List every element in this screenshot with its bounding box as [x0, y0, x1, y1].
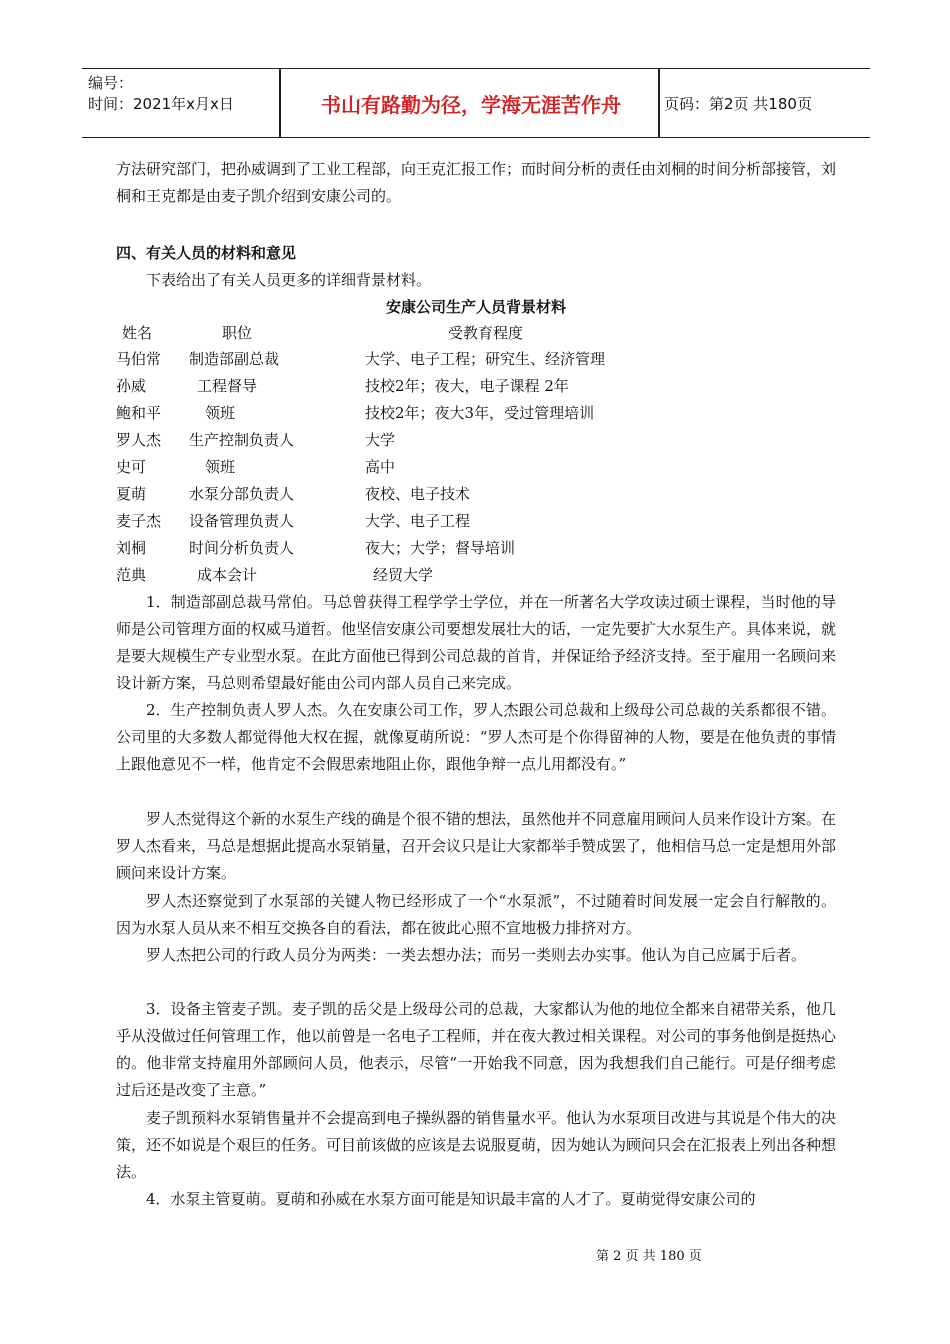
- section-heading: 四、有关人员的材料和意见: [116, 244, 297, 262]
- cell-position: 工程督导: [197, 377, 258, 395]
- cell-name: 夏萌: [116, 485, 147, 503]
- cell-education: 技校2年；夜大，电子课程 2年: [365, 377, 569, 395]
- body-paragraph: 罗人杰把公司的行政人员分为两类：一类去想办法；而另一类则去办实事。他认为自己应属于后者。: [146, 946, 807, 964]
- body-paragraph: 1．制造部副总裁马常伯。马总曾获得工程学学士学位，并在一所著名大学攻读过硕士课程，当时他的导师是公司管理方面的权威马道哲。他坚信安康公司要想发展壮大的话，一定先要扩大水泵生产。具体来说，就是要大规模生产专业型水泵。在此方面他已得到公司总裁的首肯，并保证给予经济支持。至于雇用一名顾问来设计新方案，马总则希望最好能由公司内部人员自己来完成。: [116, 593, 837, 692]
- intro-paragraph: 方法研究部门，把孙威调到了工业工程部，向王克汇报工作；而时间分析的责任由刘桐的时间分析部接管，刘桐和王克都是由麦子凯介绍到安康公司的。: [116, 160, 837, 205]
- table-row: [0, 373, 950, 400]
- table-row: [0, 481, 950, 508]
- table-row: [0, 454, 950, 481]
- body-paragraph: 4．水泵主管夏萌。夏萌和孙威在水泵方面可能是知识最丰富的人才了。夏萌觉得安康公司的: [146, 1190, 756, 1208]
- body-paragraph: 麦子凯预料水泵销售量并不会提高到电子操纵器的销售量水平。他认为水泵项目改进与其说是个伟大的决策，还不如说是个艰巨的任务。可目前该做的应该是去说服夏萌，因为她认为顾问只会在汇报表上列出各种想法。: [116, 1109, 837, 1181]
- document-number-label: 编号：: [88, 74, 134, 92]
- cell-education: 夜校、电子技术: [365, 485, 471, 503]
- cell-position: 生产控制负责人: [189, 431, 295, 449]
- header-page-info: 页码：第2页 共180页: [664, 95, 812, 113]
- cell-name: 刘桐: [116, 539, 147, 557]
- cell-position: 水泵分部负责人: [189, 485, 295, 503]
- document-date: 时间：2021年x月x日: [88, 95, 234, 113]
- header-meta: [88, 73, 234, 115]
- cell-education: 技校2年；夜大3年，受过管理培训: [365, 404, 595, 422]
- cell-name: 罗人杰: [116, 431, 162, 449]
- page-header: [82, 68, 870, 138]
- cell-name: 史可: [116, 458, 147, 476]
- body-paragraph: 罗人杰觉得这个新的水泵生产线的确是个很不错的想法，虽然他并不同意雇用顾问人员来作设计方案。在罗人杰看来，马总是想据此提高水泵销量，召开会议只是让大家都举手赞成罢了，他相信马总一定是想用外部顾问来设计方案。: [116, 810, 837, 882]
- cell-education: 大学、电子工程: [365, 512, 471, 530]
- body-paragraph: 3．设备主管麦子凯。麦子凯的岳父是上级母公司的总裁，大家都认为他的地位全都来自裙带关系，他几乎从没做过任何管理工作，他以前曾是一名电子工程师，并在夜大教过相关课程。对公司的事务他倒是挺热心的。他非常支持雇用外部顾问人员，他表示，尽管“一开始我不同意，因为我想我们自己能行。可是仔细考虑过后还是改变了主意。”: [116, 1000, 837, 1099]
- cell-name: 鲍和平: [116, 404, 162, 422]
- cell-position: 成本会计: [197, 566, 258, 584]
- table-row: [0, 508, 950, 535]
- section-intro: 下表给出了有关人员更多的详细背景材料。: [146, 271, 432, 289]
- cell-education: 夜大；大学；督导培训: [365, 539, 516, 557]
- table-row: [0, 535, 950, 562]
- body-paragraph: 2．生产控制负责人罗人杰。久在安康公司工作，罗人杰跟公司总裁和上级母公司总裁的关系都很不错。公司里的大多数人都觉得他大权在握，就像夏萌所说：“罗人杰可是个你得留神的人物，要是在他负责的事情上跟他意见不一样，他肯定不会假思索地阻止你，跟他争辩一点儿用都没有。”: [116, 701, 836, 773]
- cell-position: 领班: [205, 404, 236, 422]
- page-footer: 第 2 页 共 180 页: [596, 1249, 702, 1264]
- cell-name: 孙威: [116, 377, 147, 395]
- column-header-education: 受教育程度: [448, 324, 524, 342]
- cell-education: 高中: [365, 458, 396, 476]
- cell-education: 大学: [365, 431, 396, 449]
- cell-name: 马伯常: [116, 350, 162, 368]
- table-row: [0, 346, 950, 373]
- body-paragraph: 罗人杰还察觉到了水泵部的关键人物已经形成了一个“水泵派”，不过随着时间发展一定会自行解散的。因为水泵人员从来不相互交换各自的看法，都在彼此心照不宣地极力排挤对方。: [116, 892, 836, 937]
- column-header-position: 职位: [222, 324, 253, 342]
- table-row: [0, 400, 950, 427]
- cell-education: 大学、电子工程；研究生、经济管理: [365, 350, 606, 368]
- cell-position: 制造部副总裁: [189, 350, 280, 368]
- column-header-name: 姓名: [122, 324, 153, 342]
- table-row: [0, 562, 950, 589]
- table-title: 安康公司生产人员背景材料: [385, 298, 566, 316]
- cell-name: 麦子杰: [116, 512, 162, 530]
- cell-name: 范典: [116, 566, 147, 584]
- header-slogan: 书山有路勤为径，学海无涯苦作舟: [321, 93, 621, 117]
- cell-position: 设备管理负责人: [189, 512, 295, 530]
- cell-position: 领班: [205, 458, 236, 476]
- header-divider: [658, 69, 660, 137]
- table-row: [0, 427, 950, 454]
- table-header-row: [0, 320, 950, 347]
- cell-education: 经贸大学: [373, 566, 434, 584]
- cell-position: 时间分析负责人: [189, 539, 295, 557]
- header-divider: [279, 69, 281, 137]
